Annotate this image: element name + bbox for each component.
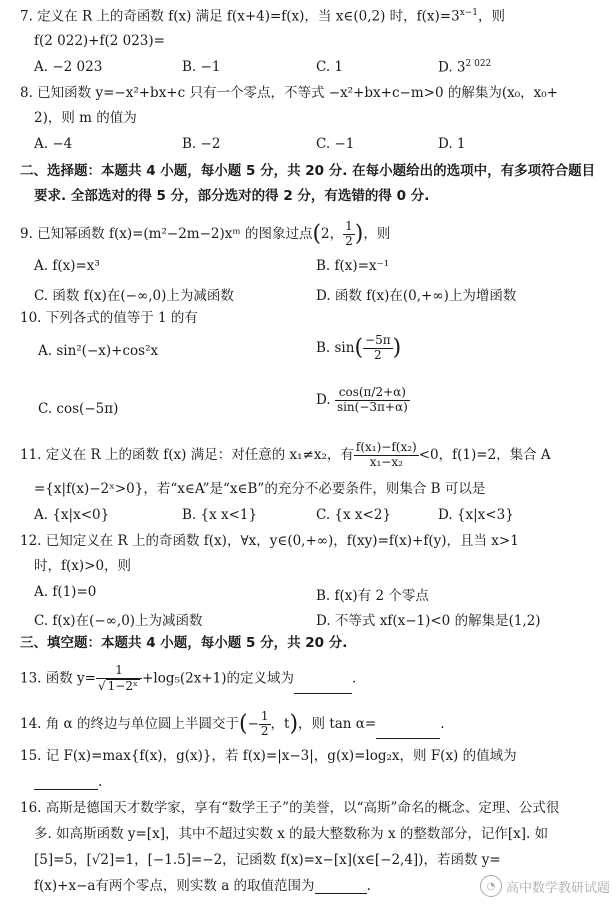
q7-line2: f(2 022)+f(2 023)= bbox=[34, 33, 165, 49]
q12-option-b: B. f(x)有 2 个零点 bbox=[316, 588, 429, 604]
q8-line1: 8. 已知函数 y=−x²+bx+c 只有一个零点，不等式 −x²+bx+c−m>0 的解集为(x₀，x₀+ bbox=[20, 85, 558, 101]
q11-option-c: C. {x x<2} bbox=[316, 507, 392, 523]
q12-option-a: A. f(1)=0 bbox=[34, 584, 97, 600]
q7-option-b: B. −1 bbox=[182, 59, 221, 75]
q9-option-c: C. 函数 f(x)在(−∞,0)上为减函数 bbox=[34, 288, 234, 304]
wechat-icon: ◔ bbox=[480, 875, 502, 897]
q9-stem: 9. 已知幂函数 f(x)=(m²−2m−2)xᵐ 的图象过点(2， $\frac{1}{2}$ )，则 bbox=[20, 219, 391, 248]
q7-line1: 7. 定义在 R 上的奇函数 f(x) 满足 f(x+4)=f(x)，当 x∈(0,2) 时，$f(x)=3^{x-1}$，则 bbox=[20, 8, 506, 25]
q8-option-d: D. 1 bbox=[438, 136, 466, 152]
q11-line2: ={x|f(x)−2ˣ>0}，若“x∈A”是“x∈B”的充分不必要条件，则集合 B 可以是 bbox=[34, 481, 486, 497]
q9-fraction: $\frac{1}{2}$ bbox=[345, 219, 353, 248]
q8-option-c: C. −1 bbox=[316, 136, 355, 152]
q7-option-c: C. 1 bbox=[316, 59, 344, 75]
q10-option-d: D. $\frac{\cos(\pi/2+\alpha)}{\sin(-3\pi+\alpha)}$ bbox=[316, 385, 408, 414]
q7-option-a: A. −2 023 bbox=[34, 59, 103, 75]
watermark bbox=[480, 869, 610, 903]
q10-option-c: C. cos(−5π) bbox=[38, 401, 119, 417]
q9-option-d: D. 函数 f(x)在(0,+∞)上为增函数 bbox=[316, 288, 517, 304]
section-2-heading-line2: 要求. 全部选对的得 5 分，部分选对的得 2 分，有选错的得 0 分. bbox=[34, 188, 430, 204]
q12-option-d: D. 不等式 xf(x−1)<0 的解集是(1,2) bbox=[316, 613, 541, 629]
q16-line3: [5]=5，[√2]=1，[−1.5]=−2，记函数 f(x)=x−[x](x∈[−2,4])，若函数 y= bbox=[34, 852, 501, 868]
q13-answer-blank bbox=[294, 679, 352, 694]
q7-option-d: D. $3^{2 022}$ bbox=[438, 59, 492, 76]
q10-stem: 10. 下列各式的值等于 1 的有 bbox=[20, 310, 198, 326]
q9-option-b: B. f(x)=x⁻¹ bbox=[316, 258, 390, 274]
q16-line1: 16. 高斯是德国天才数学家，享有“数学王子”的美誉，以“高斯”命名的概念、定理、公式很 bbox=[20, 800, 560, 816]
watermark-text: 高中数学教研试题 bbox=[506, 880, 611, 896]
q16-answer-blank bbox=[315, 879, 367, 894]
q8-line2: 2)，则 m 的值为 bbox=[34, 110, 137, 126]
q10-option-a: A. sin²(−x)+cos²x bbox=[38, 343, 159, 359]
q8-option-a: A. −4 bbox=[34, 136, 73, 152]
q14-answer-blank bbox=[376, 724, 440, 739]
q16-line2: 多. 如高斯函数 y=[x]，其中不超过实数 x 的最大整数称为 x 的整数部分，记作[x]. 如 bbox=[34, 826, 549, 842]
q12-option-c: C. f(x)在(−∞,0)上为减函数 bbox=[34, 613, 203, 629]
q11-option-d: D. {x|x<3} bbox=[438, 507, 514, 523]
q12-line2: 时，f(x)>0，则 bbox=[34, 558, 132, 574]
q9-option-a: A. f(x)=x³ bbox=[34, 258, 100, 274]
q16-line4: f(x)+x−a有两个零点，则实数 a 的取值范围为 . bbox=[34, 878, 371, 894]
q11-option-b: B. {x x<1} bbox=[182, 507, 258, 523]
q15-line2: . bbox=[34, 774, 102, 790]
q10-option-b: B. sin( $\frac{-5\pi}{2}$ ) bbox=[316, 333, 402, 362]
q15-line1: 15. 记 F(x)=max{f(x)，g(x)}，若 f(x)=|x−3|，g(x)=log₂x，则 F(x) 的值域为 bbox=[20, 748, 517, 764]
section-3-heading: 三、填空题：本题共 4 小题，每小题 5 分，共 20 分. bbox=[20, 635, 348, 651]
q11-line1: 11. 定义在 R 上的函数 f(x) 满足：对任意的 x₁≠x₂，有 $\frac{\text{f(x₁)−f(x₂)}}{\text{x₁−x₂}}$ <0，f(1)=2，集合 A bbox=[20, 440, 551, 469]
q8-option-b: B. −2 bbox=[182, 136, 221, 152]
q14-stem: 14. 角 α 的终边与单位圆上半圆交于(− $\frac{1}{2}$ ，t)，则 tan α= . bbox=[20, 709, 445, 738]
section-2-heading-line1: 二、选择题：本题共 4 小题，每小题 5 分，共 20 分. 在每小题给出的选项中，有多项符合题目 bbox=[20, 163, 596, 179]
q12-line1: 12. 已知定义在 R 上的奇函数 f(x)，∀x，y∈(0,+∞)，f(xy)=f(x)+f(y)，且当 x>1 bbox=[20, 533, 519, 549]
q11-option-a: A. {x|x<0} bbox=[34, 507, 110, 523]
q13-stem: 13. 函数 y= $\frac{1}{\text{√ 1−2ˣ}}$ +log₅(2x+1)的定义域为 . bbox=[20, 663, 357, 693]
q15-answer-blank bbox=[34, 775, 98, 790]
